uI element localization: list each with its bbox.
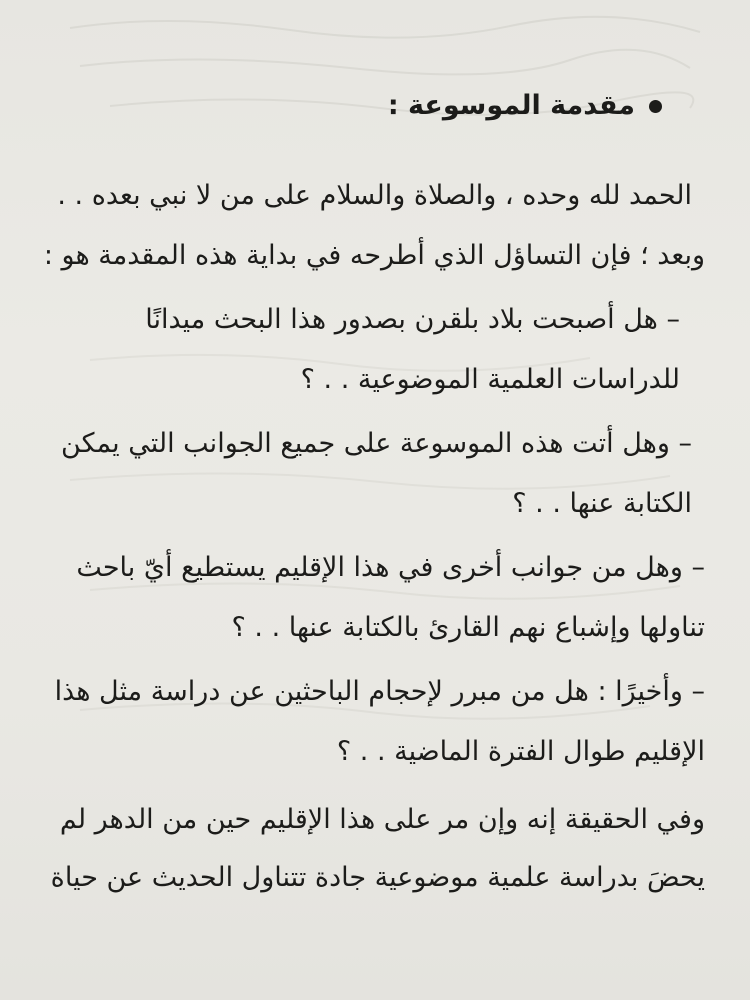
bullet-icon — [649, 100, 662, 113]
text-line: للدراسات العلمية الموضوعية . . ؟ — [300, 364, 680, 395]
text-line: الكتابة عنها . . ؟ — [512, 488, 692, 519]
text-line: الحمد لله وحده ، والصلاة والسلام على من لا نبي بعده . . — [57, 180, 692, 211]
text-line: تناولها وإشباع نهم القارئ بالكتابة عنها . . ؟ — [231, 612, 705, 643]
text-line: الإقليم طوال الفترة الماضية . . ؟ — [336, 736, 705, 767]
text-line: وفي الحقيقة إنه وإن مر على هذا الإقليم حين من الدهر لم — [59, 804, 705, 835]
text-line: – وهل أتت هذه الموسوعة على جميع الجوانب التي يمكن — [61, 428, 692, 459]
text-line: يحضَ بدراسة علمية موضوعية جادة تتناول الحديث عن حياة — [50, 862, 705, 893]
text-line: وبعد ؛ فإن التساؤل الذي أطرحه في بداية هذه المقدمة هو : — [43, 240, 705, 271]
heading-text: مقدمة الموسوعة : — [387, 90, 635, 121]
section-heading — [388, 86, 662, 126]
text-line: – هل أصبحت بلاد بلقرن بصدور هذا البحث ميدانًا — [145, 304, 680, 335]
text-line: – وأخيرًا : هل من مبرر لإحجام الباحثين عن دراسة مثل هذا — [54, 676, 705, 707]
text-line: – وهل من جوانب أخرى في هذا الإقليم يستطيع أيّ باحث — [76, 552, 705, 583]
